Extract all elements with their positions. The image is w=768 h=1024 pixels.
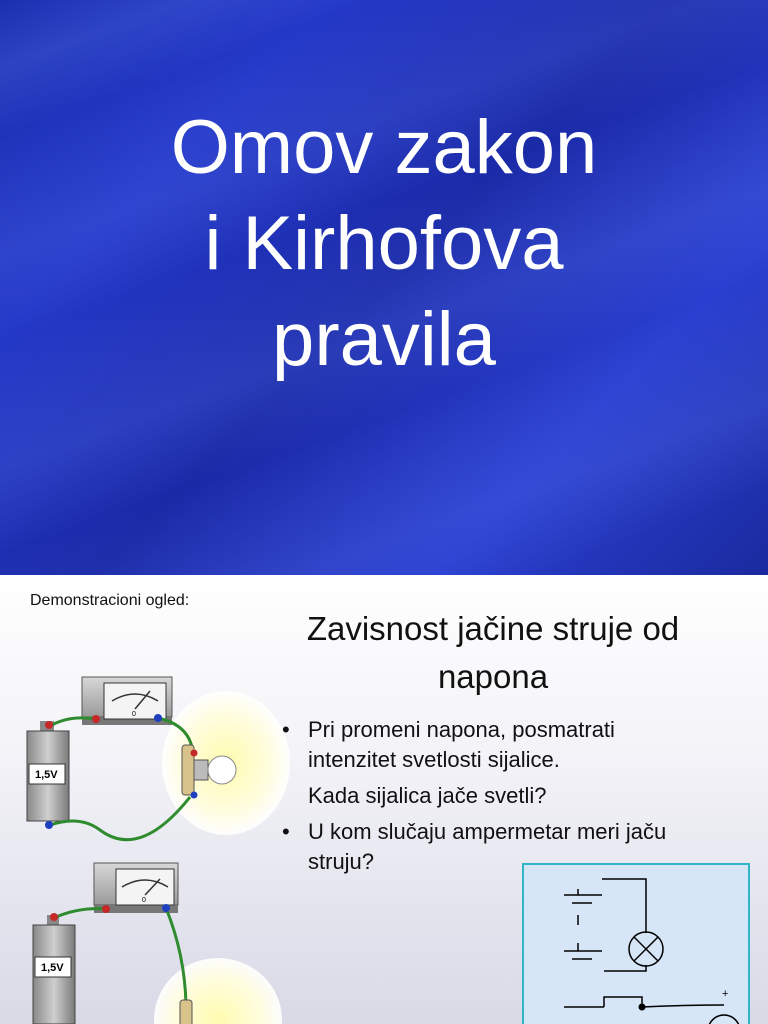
bullet-item-2 (282, 781, 752, 811)
battery-1 (27, 721, 69, 821)
wire (50, 797, 190, 840)
slide2-title-line-1: Zavisnost jačine struje od (306, 610, 680, 647)
bullet-line: Pri promeni napona, posmatrati (308, 717, 615, 742)
bullet-marker: • (282, 819, 290, 844)
content-slide (0, 575, 768, 1024)
slide2-title (258, 605, 728, 701)
title-line-3: pravila (272, 297, 496, 382)
battery-2 (33, 915, 75, 1024)
bulb-glow (154, 958, 282, 1024)
title-line-2: i Kirhofova (204, 201, 564, 286)
meter-zero-label: 0 (142, 897, 146, 904)
slide-title (0, 100, 768, 388)
apparatus-illustration (0, 575, 300, 1024)
terminal-blue (154, 714, 162, 722)
terminal-blue (162, 904, 170, 912)
bullet-line: struju? (308, 849, 375, 874)
plus-sign: + (722, 988, 729, 1000)
terminal-red (50, 913, 58, 921)
bulb-2 (180, 1000, 192, 1024)
bullet-marker: • (282, 717, 290, 742)
junction-node (639, 1004, 646, 1011)
battery-label-2: 1,5V (41, 962, 64, 974)
terminal-red (92, 715, 100, 723)
meter-symbol (708, 1015, 740, 1024)
demo-label: Demonstracioni ogled: (30, 592, 190, 609)
bullet-item-1 (282, 715, 752, 775)
terminal-red (102, 905, 110, 913)
slide2-title-line-2: napona (437, 658, 549, 695)
circuit-diagram (522, 863, 750, 1024)
title-line-1: Omov zakon (170, 105, 598, 190)
bullet-list (282, 715, 752, 877)
terminal-blue (45, 821, 53, 829)
circuit-schematic (524, 865, 748, 1024)
bullet-line: U kom slučaju ampermetar meri jaču (308, 819, 667, 844)
setup-1 (27, 677, 290, 840)
bullet-line: Kada sijalica jače svetli? (308, 783, 547, 808)
setup-2 (33, 863, 282, 1024)
bullet-line: intenzitet svetlosti sijalice. (308, 747, 560, 772)
terminal-red (45, 721, 53, 729)
battery-label-1: 1,5V (35, 769, 58, 781)
meter-zero-label: 0 (132, 711, 136, 718)
